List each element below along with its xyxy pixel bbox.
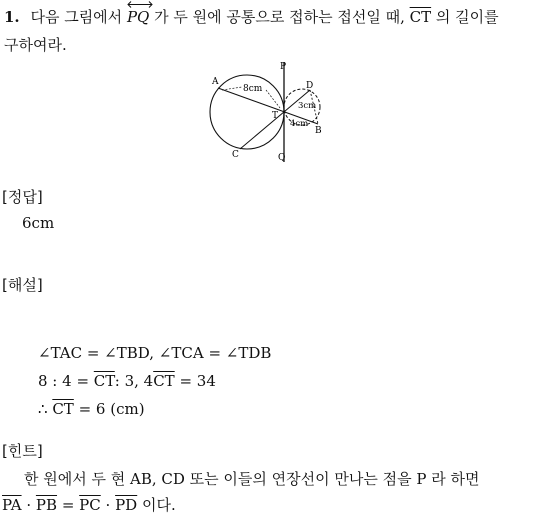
question-text-a: 다음 그림에서 — [30, 8, 123, 26]
dim-arrow-ta-2 — [266, 90, 280, 108]
label-a: A — [212, 77, 219, 87]
eq2-part-a: 8 : 4 = — [38, 372, 90, 390]
label-q: Q — [278, 153, 286, 163]
eq2-segment-ct-2: $\overline{CT}$ — [153, 372, 175, 390]
eq3-part-b: = 6 (cm) — [78, 400, 145, 418]
equals: = — [61, 496, 75, 514]
question-line-2: 구하여라. — [4, 36, 67, 54]
geometry-figure — [200, 62, 340, 170]
dot-2: · — [105, 496, 111, 514]
dot-1: · — [26, 496, 32, 514]
double-arrow-icon — [126, 0, 154, 9]
line-pq-name: PQ — [126, 8, 150, 26]
segment-ct: $\overline{CT}$ — [409, 8, 432, 26]
question-number: 1. — [4, 8, 20, 26]
answer-heading: [정답] — [2, 188, 43, 206]
eq2-part-b: : 3, 4 — [114, 372, 154, 390]
label-c: C — [232, 150, 239, 160]
line-pq-symbol — [127, 8, 149, 26]
explanation-heading: [해설] — [2, 276, 43, 294]
hint-tail: 이다. — [142, 496, 176, 514]
question-text-c: 의 길이를 — [435, 8, 499, 26]
segment-pb: $\overline{PB}$ — [35, 496, 58, 514]
label-b: B — [315, 126, 322, 136]
dim-arrow-ta — [222, 87, 242, 90]
segment-pd: $\overline{PD}$ — [115, 496, 138, 514]
hint-text: 한 원에서 두 현 AB, CD 또는 이들의 연장선이 만나는 점을 P 라 하면 — [24, 470, 480, 488]
eq3-segment-ct: $\overline{CT}$ — [52, 400, 74, 418]
eq2-part-c: = 34 — [179, 372, 216, 390]
answer-value: 6cm — [22, 214, 55, 232]
explanation-line-3 — [38, 400, 145, 418]
therefore-symbol: ∴ — [38, 400, 48, 418]
question-text-b: 가 두 원에 공통으로 접하는 접선일 때, — [154, 8, 405, 26]
explanation-line-2 — [38, 372, 216, 390]
segment-pa: $\overline{PA}$ — [2, 496, 22, 514]
hint-line-1 — [4, 468, 530, 489]
figure-svg — [200, 62, 340, 166]
segment-pc: $\overline{PC}$ — [79, 496, 101, 514]
label-d: D — [306, 81, 314, 91]
hint-heading: [힌트] — [2, 442, 43, 460]
label-ta: 8cm — [243, 84, 263, 94]
question-line-1 — [4, 6, 499, 27]
label-t: T — [272, 111, 279, 121]
label-p: P — [280, 62, 287, 72]
label-td: 3cm — [298, 101, 317, 111]
explanation-line-1: ∠TAC = ∠TBD, ∠TCA = ∠TDB — [38, 344, 272, 362]
eq2-segment-ct-1: $\overline{CT}$ — [93, 372, 115, 390]
label-tb: 4cm — [290, 119, 309, 129]
